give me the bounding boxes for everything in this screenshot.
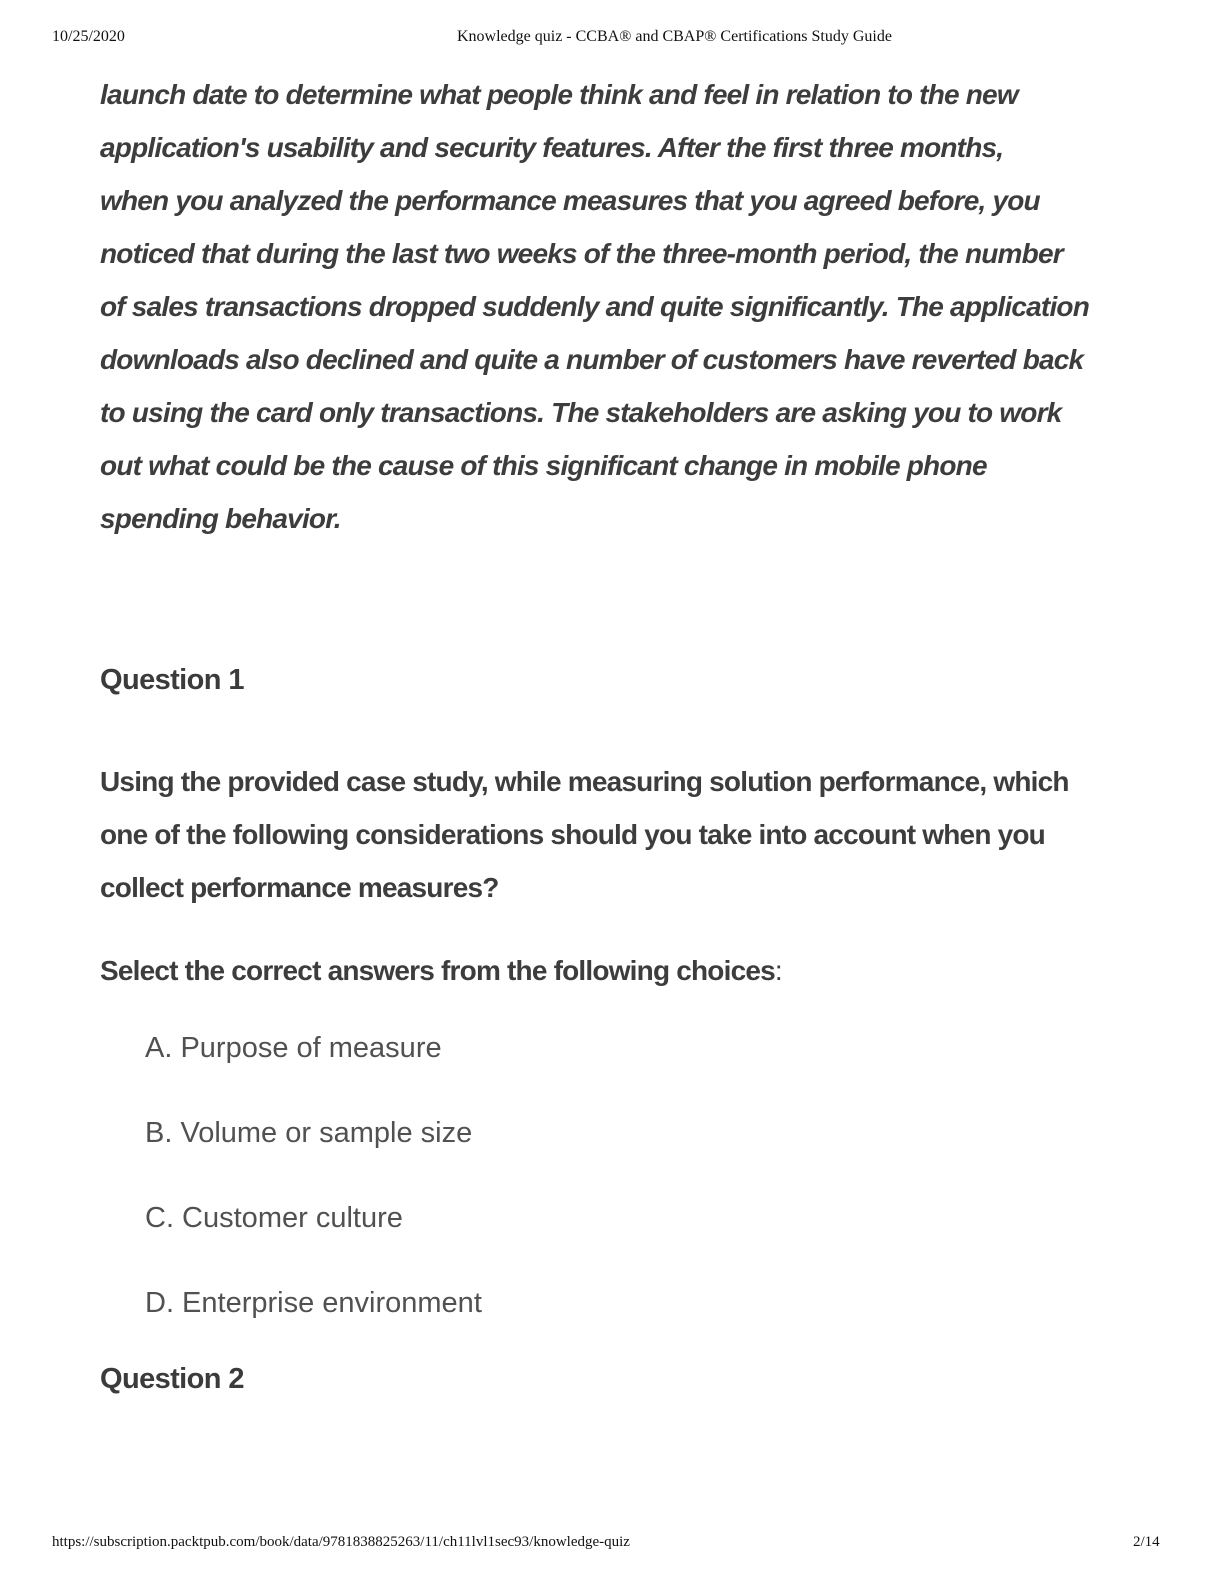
case-study-line: application's usability and security features. After the first three months, xyxy=(100,132,1004,163)
choice-b: B. Volume or sample size xyxy=(145,1117,473,1149)
case-study-line: spending behavior. xyxy=(100,503,341,534)
question-1-text-line: Using the provided case study, while measuring solution performance, which xyxy=(100,766,1069,797)
case-study-paragraph xyxy=(100,68,1180,545)
choice-d: D. Enterprise environment xyxy=(145,1287,482,1319)
case-study-line: downloads also declined and quite a number of customers have reverted back xyxy=(100,344,1084,375)
choices-list xyxy=(145,1028,1145,1368)
case-study-line: out what could be the cause of this significant change in mobile phone xyxy=(100,450,987,481)
print-footer-page-number: 2/14 xyxy=(1133,1534,1160,1550)
choice-c: C. Customer culture xyxy=(145,1202,403,1234)
select-instruction-text: Select the correct answers from the following choices xyxy=(100,955,775,986)
print-header-date: 10/25/2020 xyxy=(52,28,125,45)
question-1-text-line: collect performance measures? xyxy=(100,872,499,903)
case-study-line: noticed that during the last two weeks of the three-month period, the number xyxy=(100,238,1063,269)
print-header-title: Knowledge quiz - CCBA® and CBAP® Certifications Study Guide xyxy=(457,28,892,45)
select-instruction-colon: : xyxy=(774,955,783,986)
question-1-text-line: one of the following considerations should you take into account when you xyxy=(100,819,1045,850)
select-instruction xyxy=(100,944,783,997)
question-1-heading: Question 1 xyxy=(100,664,244,696)
case-study-line: when you analyzed the performance measures that you agreed before, you xyxy=(100,185,1040,216)
case-study-line: of sales transactions dropped suddenly and quite significantly. The application xyxy=(100,291,1090,322)
case-study-line: to using the card only transactions. The stakeholders are asking you to work xyxy=(100,397,1062,428)
print-footer-url: https://subscription.packtpub.com/book/data/9781838825263/11/ch11lvl1sec93/knowledge-quiz xyxy=(52,1534,630,1550)
choice-a: A. Purpose of measure xyxy=(145,1032,442,1064)
question-2-heading: Question 2 xyxy=(100,1363,244,1395)
case-study-line: launch date to determine what people think and feel in relation to the new xyxy=(100,79,1018,110)
question-1-text xyxy=(100,755,1180,914)
